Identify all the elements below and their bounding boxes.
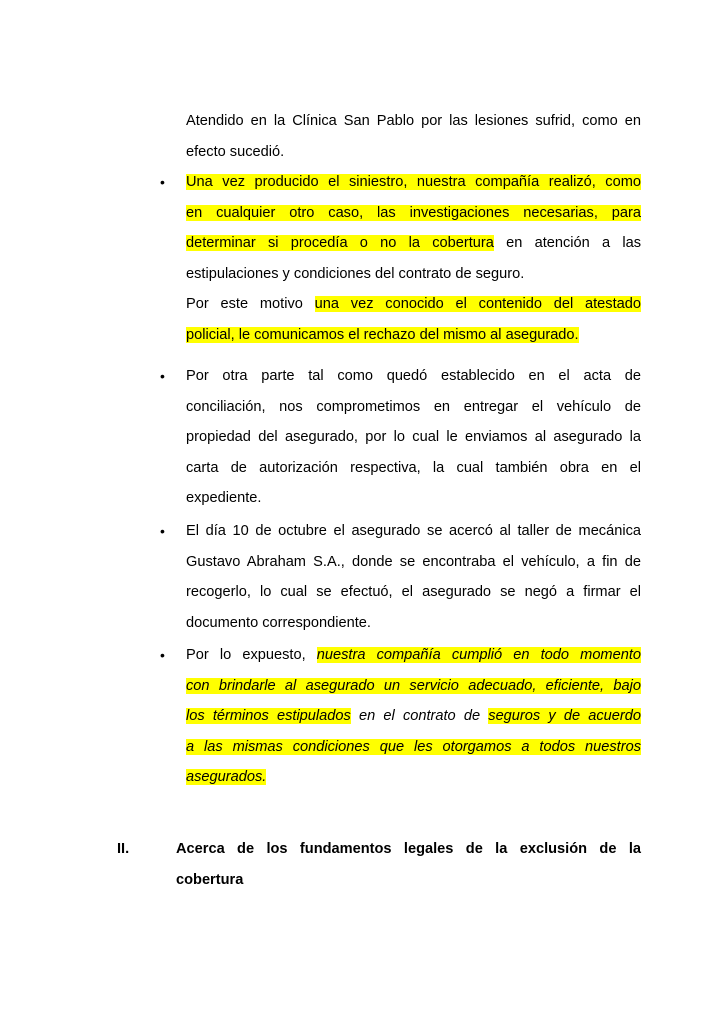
text-line: recogerlo, lo cual se efectuó, el asegurado se negó a firmar el — [186, 584, 641, 600]
bullet-icon: • — [160, 174, 165, 190]
highlighted-text: nuestra compañía cumplió en todo momento — [316, 647, 641, 663]
text-line: estipulaciones y condiciones del contrato de seguro. — [186, 265, 525, 282]
bullet-item-workshop-visit — [186, 516, 641, 638]
bullet-icon: • — [160, 647, 165, 663]
text-line — [186, 167, 641, 198]
plain-text: en el contrato de — [350, 708, 489, 724]
text-line: El día 10 de octubre el asegurado se acercó al taller de mecánica — [186, 523, 641, 539]
text-line: Por otra parte tal como quedó establecido en el acta de — [186, 368, 641, 384]
text-line — [186, 732, 641, 763]
text-line: expediente. — [186, 490, 262, 506]
plain-text: Por lo expuesto, — [186, 647, 317, 663]
highlighted-text: policial, le comunicamos el rechazo del mismo al asegurado. — [186, 326, 579, 343]
text-line — [186, 640, 641, 671]
section-number: II. — [117, 841, 130, 857]
bullet-icon: • — [160, 523, 165, 539]
text-line: Atendido en la Clínica San Pablo por las lesiones sufrid, como en — [186, 113, 641, 129]
highlighted-text: Una vez producido el siniestro, nuestra compañía realizó, como — [186, 174, 641, 190]
highlighted-text: en cualquier otro caso, las investigaciones necesarias, para — [186, 204, 641, 221]
text-line — [186, 289, 641, 320]
text-line: carta de autorización respectiva, la cual también obra en el — [186, 459, 641, 476]
highlighted-text: una vez conocido el contenido del atestado — [314, 296, 641, 312]
text-line: efecto sucedió. — [186, 143, 285, 160]
plain-text: en atención a las — [493, 235, 641, 251]
heading-line: Acerca de los fundamentos legales de la exclusión de la — [176, 841, 641, 857]
highlighted-text: con brindarle al asegurado un servicio adecuado, eficiente, bajo — [186, 677, 641, 694]
bullet-item-vehicle-delivery — [186, 361, 641, 514]
text-line: Gustavo Abraham S.A., donde se encontraba el vehículo, a fin de — [186, 553, 641, 570]
highlighted-text: asegurados. — [186, 769, 267, 785]
text-line — [186, 701, 641, 732]
text-line — [186, 198, 641, 229]
text-line: propiedad del asegurado, por lo cual le enviamos al asegurado la — [186, 429, 641, 445]
highlighted-text: determinar si procedía o no la cobertura — [186, 235, 494, 251]
text-line — [186, 228, 641, 259]
heading-line: cobertura — [176, 871, 244, 888]
bullet-item-investigation — [186, 167, 641, 350]
paragraph-continuation — [186, 106, 641, 167]
section-heading — [176, 834, 641, 895]
highlighted-text: a las mismas condiciones que les otorgamos a todos nuestros — [186, 738, 641, 755]
text-line: conciliación, nos comprometimos en entregar el vehículo de — [186, 398, 641, 415]
text-line — [186, 320, 641, 351]
bullet-icon: • — [160, 368, 165, 384]
text-line: documento correspondiente. — [186, 614, 371, 631]
highlighted-text: los términos estipulados — [186, 708, 351, 724]
plain-text: Por este motivo — [186, 296, 315, 312]
highlighted-text: seguros y de acuerdo — [488, 708, 641, 724]
bullet-item-conclusion — [186, 640, 641, 793]
text-line — [186, 671, 641, 702]
text-line — [186, 762, 641, 793]
